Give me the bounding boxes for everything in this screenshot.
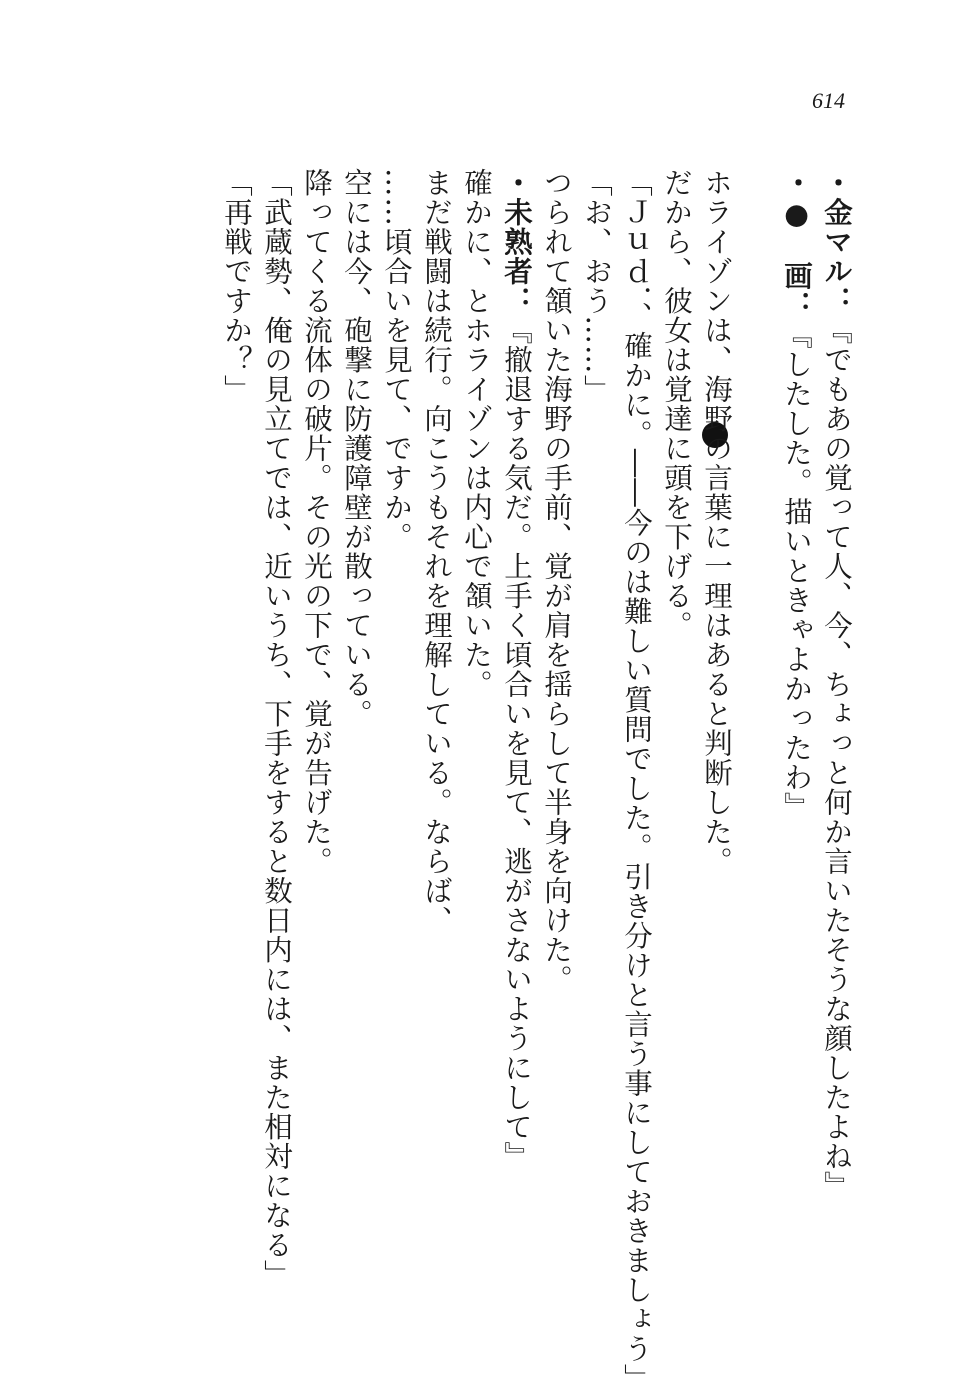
line-text: 「お、おう……」 bbox=[580, 168, 613, 404]
scene-break-gap bbox=[736, 168, 776, 1318]
line-text: 「Ｊｕｄ．、確かに。――今のは難しい質問でした。引き分けと言う事にしておきましょう」 bbox=[620, 168, 653, 1393]
narration-line bbox=[296, 168, 336, 1318]
vertical-text-body bbox=[216, 168, 856, 1393]
narration-line bbox=[536, 168, 576, 1318]
line-text: 『でもあの覚って人、今、ちょっと何か言いたそうな顔したよね』 bbox=[820, 315, 853, 1201]
page-number: 614 bbox=[812, 88, 845, 113]
line-text: 降ってくる流体の破片。その光の下で、覚が告げた。 bbox=[300, 168, 333, 876]
narration-line bbox=[696, 168, 736, 1318]
narration-line bbox=[656, 168, 696, 1318]
narration-line bbox=[376, 168, 416, 1318]
line-text: 「再戦ですか？」 bbox=[220, 168, 253, 404]
line-text: ホライゾンは、海野の言葉に一理はあると判断した。 bbox=[700, 168, 733, 876]
line-text: 空には今、砲撃に防護障壁が散っている。 bbox=[340, 168, 373, 729]
line-text: 『したした。描いときゃよかったわ』 bbox=[780, 320, 813, 822]
line-text: 確かに、とホライゾンは内心で頷いた。 bbox=[460, 168, 493, 699]
narration-line bbox=[456, 168, 496, 1318]
dialogue-line bbox=[776, 168, 816, 1318]
dialogue-line bbox=[616, 168, 656, 1393]
dialogue-line bbox=[256, 168, 296, 1318]
narration-line bbox=[416, 168, 456, 1318]
line-text: 『撤退する気だ。上手く頃合いを見て、逃がさないようにして』 bbox=[500, 315, 533, 1171]
dialogue-line bbox=[496, 168, 536, 1318]
line-text: だから、彼女は覚達に頭を下げる。 bbox=[660, 168, 693, 640]
speaker-label: ・未熟者： bbox=[500, 168, 533, 316]
dialogue-line bbox=[576, 168, 616, 1318]
dialogue-line bbox=[216, 168, 256, 1318]
line-text: つられて頷いた海野の手前、覚が肩を揺らして半身を向けた。 bbox=[540, 168, 573, 994]
line-text: ……頃合いを見て、ですか。 bbox=[380, 168, 413, 552]
speaker-label: ・金マル： bbox=[820, 168, 853, 316]
speaker-label: ・● 画： bbox=[780, 168, 813, 320]
line-text: 「武蔵勢、俺の見立てでは、近いうち、下手をすると数日内には、また相対になる」 bbox=[260, 168, 293, 1289]
narration-line bbox=[336, 168, 376, 1318]
line-text: まだ戦闘は続行。向こうもそれを理解している。ならば、 bbox=[420, 168, 453, 935]
dialogue-line bbox=[816, 168, 856, 1318]
